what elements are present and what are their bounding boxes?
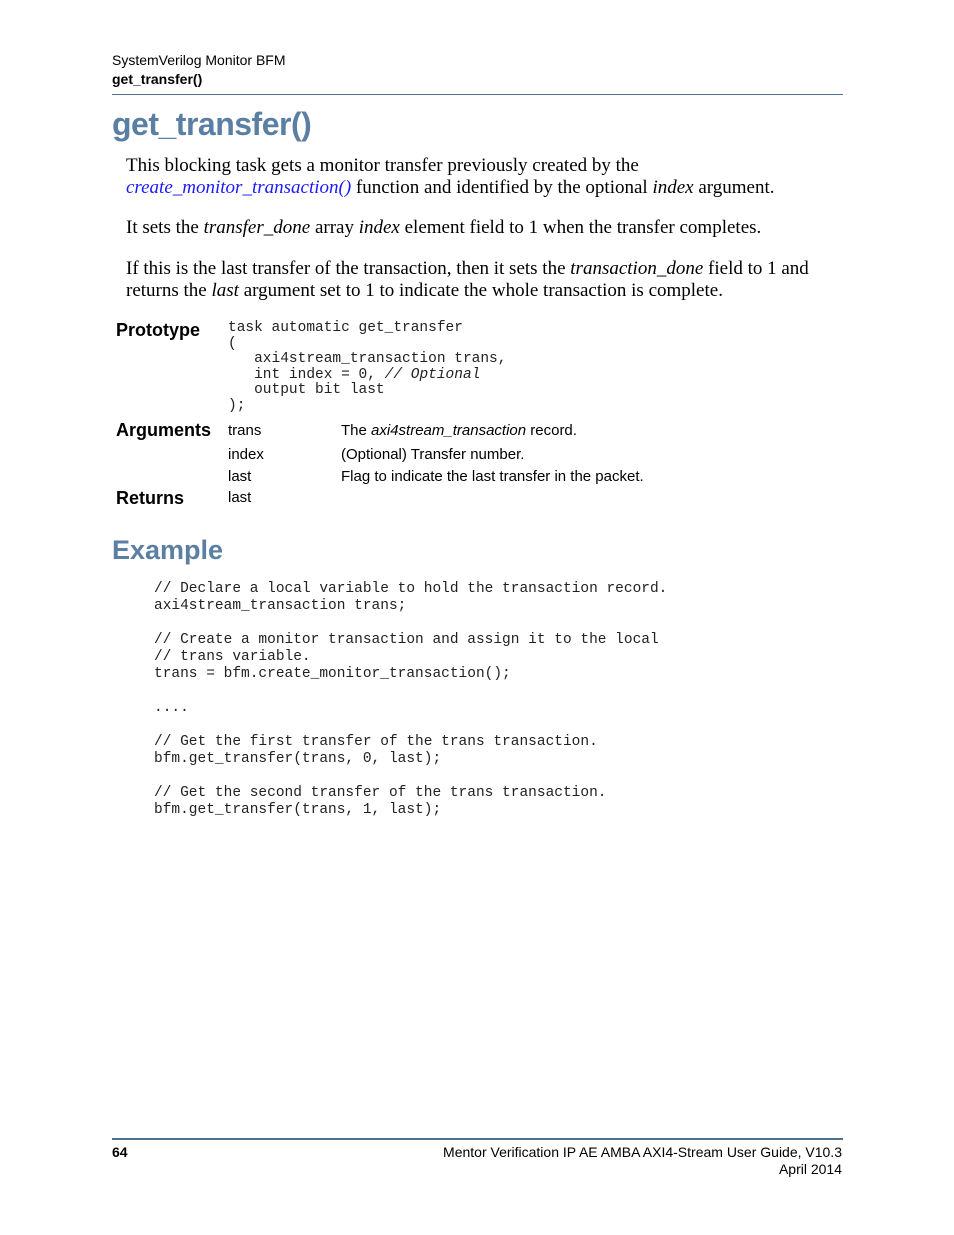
- argument-desc-last: Flag to indicate the last transfer in the packet.: [341, 468, 644, 485]
- header-rule: [112, 94, 843, 95]
- intro-text: argument.: [693, 177, 775, 198]
- prototype-code: [228, 321, 506, 414]
- prototype-code-text: task automatic get_transfer ( axi4stream_transaction trans, int index = 0,: [228, 320, 507, 383]
- argument-name-index: index: [228, 446, 264, 463]
- example-code: // Declare a local variable to hold the transaction record. axi4stream_transaction trans; // Create a monitor transaction and assign it to the local // trans variable. trans = bfm.create_monitor_transaction(); .... // Get the first transfer of the trans transaction. bfm.get_transfer(trans, 0, last); // Get the second transfer of the trans transaction. bfm.get_transfer(trans, 1, last);: [154, 581, 668, 818]
- argument-desc-text: record.: [526, 422, 577, 439]
- intro-paragraph-1: [126, 155, 826, 199]
- intro-paragraph-2: [126, 217, 826, 239]
- example-heading: Example: [112, 535, 224, 565]
- last-term: last: [211, 280, 239, 301]
- argument-name-trans: trans: [228, 422, 262, 439]
- running-header-section: SystemVerilog Monitor BFM: [112, 52, 286, 68]
- footer-rule: [112, 1138, 843, 1140]
- create-monitor-transaction-link[interactable]: create_monitor_transaction(): [126, 177, 352, 198]
- returns-label: Returns: [116, 488, 185, 508]
- footer-date: April 2014: [778, 1161, 842, 1177]
- transfer-done-term: transfer_done: [203, 217, 311, 238]
- transaction-done-term: transaction_done: [570, 258, 704, 279]
- intro-text: field to 1 and returns the: [126, 258, 809, 301]
- page-number: 64: [112, 1144, 128, 1160]
- footer-document-title: Mentor Verification IP AE AMBA AXI4-Stream User Guide, V10.3: [443, 1144, 842, 1160]
- argument-desc-index: (Optional) Transfer number.: [341, 446, 525, 463]
- argument-name-last: last: [228, 468, 252, 485]
- intro-text: If this is the last transfer of the transaction, then it sets the: [126, 258, 571, 279]
- axi4stream-transaction-term: axi4stream_transaction: [371, 422, 527, 439]
- index-term: index: [358, 217, 400, 238]
- prototype-code-text: output bit last );: [228, 382, 385, 414]
- intro-text: array: [310, 217, 359, 238]
- intro-text: argument set to 1 to indicate the whole transaction is complete.: [238, 280, 723, 301]
- argument-desc-text: The: [341, 422, 372, 439]
- prototype-label: Prototype: [116, 320, 201, 340]
- intro-text: function and identified by the optional: [351, 177, 653, 198]
- returns-value: last: [228, 489, 252, 506]
- intro-text: This blocking task gets a monitor transfer previously created by the: [126, 155, 639, 176]
- index-term: index: [652, 177, 694, 198]
- arguments-label: Arguments: [116, 420, 212, 440]
- intro-paragraph-3: [126, 258, 826, 302]
- prototype-code-comment: // Optional: [384, 366, 481, 383]
- intro-text: element field to 1 when the transfer completes.: [399, 217, 762, 238]
- running-header-topic: get_transfer(): [112, 71, 203, 87]
- intro-text: It sets the: [126, 217, 204, 238]
- argument-desc-trans: [341, 422, 577, 439]
- page-title: get_transfer(): [112, 106, 312, 142]
